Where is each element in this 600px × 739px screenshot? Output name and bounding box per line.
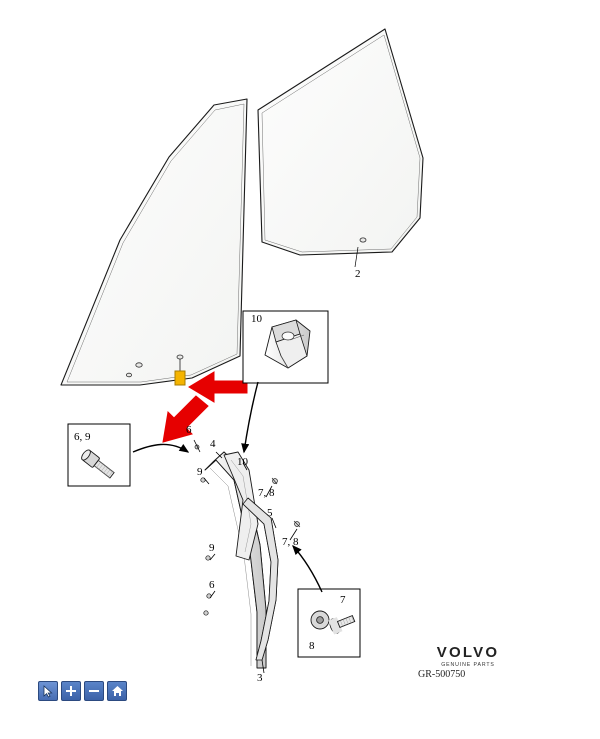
inset-box-7-8 [298, 589, 360, 657]
callout-10-box: 10 [251, 313, 262, 325]
front-door-glass [61, 99, 247, 385]
part-number: GR-500750 [418, 669, 466, 680]
callout-4: 4 [210, 438, 216, 450]
callout-8: 8 [309, 640, 315, 652]
callout-3: 3 [257, 672, 263, 684]
callout-9-upper: 9 [197, 466, 203, 478]
callout-7-8-upper: 7, 8 [258, 487, 275, 499]
callout-5: 5 [267, 507, 273, 519]
viewer-toolbar[interactable] [38, 681, 127, 701]
callout-6-9: 6, 9 [74, 431, 91, 443]
volvo-brand [420, 644, 516, 668]
rear-door-glass [258, 29, 423, 267]
callout-10: 10 [237, 456, 248, 468]
cursor-icon [43, 685, 54, 698]
selected-part-marker[interactable] [175, 371, 185, 385]
home-button[interactable] [107, 681, 127, 701]
callout-7-8-lower: 7, 8 [282, 536, 299, 548]
plus-icon [65, 685, 77, 697]
zoom-in-button[interactable] [61, 681, 81, 701]
callout-6-upper: 6 [186, 424, 192, 436]
window-regulator-assembly [195, 445, 300, 668]
zoom-out-button[interactable] [84, 681, 104, 701]
home-icon [111, 685, 124, 697]
volvo-wordmark: VOLVO [436, 644, 500, 661]
volvo-tagline: GENUINE PARTS [441, 662, 495, 668]
callout-2: 2 [355, 268, 361, 280]
minus-icon [88, 685, 100, 697]
curved-arrows [133, 382, 322, 592]
select-tool-button[interactable] [38, 681, 58, 701]
callout-7: 7 [340, 594, 346, 606]
callout-6-lower: 6 [209, 579, 215, 591]
callout-9-lower: 9 [209, 542, 215, 554]
